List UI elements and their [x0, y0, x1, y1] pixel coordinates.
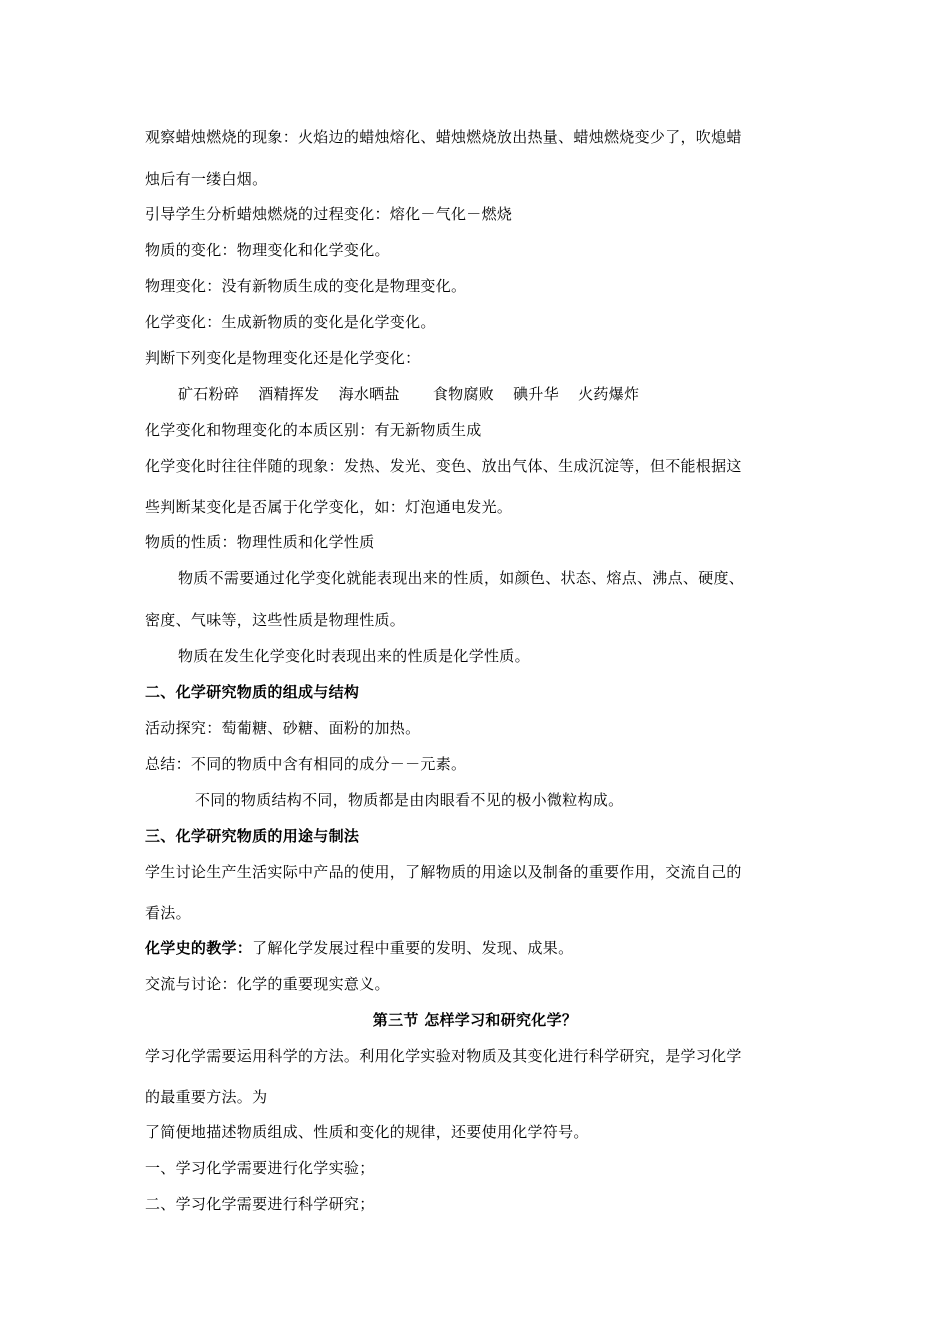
- example-item: 酒精挥发: [258, 385, 320, 403]
- paragraph-line: 烛后有一缕白烟。: [145, 170, 268, 188]
- paragraph-line: 化学变化时往往伴随的现象：发热、发光、变色、放出气体、生成沉淀等，但不能根据这: [145, 457, 742, 475]
- chapter-section-title: 第三节 怎样学习和研究化学？: [372, 1011, 578, 1029]
- paragraph-line: 物质在发生化学变化时表现出来的性质是化学性质。: [178, 647, 530, 665]
- list-item: 二、学习化学需要进行科学研究；: [145, 1195, 375, 1213]
- paragraph-line: [145, 938, 573, 958]
- paragraph-line: 化学变化：生成新物质的变化是化学变化。: [145, 313, 436, 331]
- paragraph-line: 不同的物质结构不同，物质都是由肉眼看不见的极小微粒构成。: [195, 791, 624, 809]
- paragraph-line: 学习化学需要运用科学的方法。利用化学实验对物质及其变化进行科学研究，是学习化学: [145, 1047, 742, 1065]
- section-heading: 二、化学研究物质的组成与结构: [145, 683, 360, 701]
- paragraph-line: 学生讨论生产生活实际中产品的使用，了解物质的用途以及制备的重要作用，交流自己的: [145, 863, 742, 881]
- paragraph-line: 交流与讨论：化学的重要现实意义。: [145, 975, 390, 993]
- example-item: 食物腐败: [432, 385, 495, 403]
- paragraph-line: 化学变化和物理变化的本质区别：有无新物质生成: [145, 421, 482, 439]
- paragraph-line: 看法。: [145, 904, 191, 922]
- paragraph-line: 总结：不同的物质中含有相同的成分－－元素。: [145, 755, 467, 773]
- example-item: 海水晒盐: [338, 385, 400, 403]
- paragraph-line: 观察蜡烛燃烧的现象：火焰边的蜡烛熔化、蜡烛燃烧放出热量、蜡烛燃烧变少了，吹熄蜡: [145, 128, 742, 146]
- section-heading: 三、化学研究物质的用途与制法: [145, 827, 360, 845]
- paragraph-line: 物理变化：没有新物质生成的变化是物理变化。: [145, 277, 467, 295]
- paragraph-line: 些判断某变化是否属于化学变化，如：灯泡通电发光。: [145, 498, 513, 516]
- line-text: 了解化学发展过程中重要的发明、发现、成果。: [252, 939, 574, 957]
- paragraph-line: 活动探究：萄葡糖、砂糖、面粉的加热。: [145, 719, 421, 737]
- paragraph-line: 了简便地描述物质组成、性质和变化的规律，还要使用化学符号。: [145, 1123, 589, 1141]
- example-item: 火药爆炸: [578, 385, 640, 403]
- paragraph-line: 引导学生分析蜡烛燃烧的过程变化：熔化－气化－燃烧: [145, 205, 513, 223]
- paragraph-line: 物质的变化：物理变化和化学变化。: [145, 241, 390, 259]
- example-item: 矿石粉碎: [178, 385, 240, 403]
- paragraph-line: 的最重要方法。为: [145, 1088, 268, 1106]
- list-item: 一、学习化学需要进行化学实验；: [145, 1159, 375, 1177]
- paragraph-line: 物质的性质：物理性质和化学性质: [145, 533, 375, 551]
- paragraph-line: 密度、气味等，这些性质是物理性质。: [145, 611, 406, 629]
- bold-lead-text: 化学史的教学：: [145, 939, 253, 957]
- example-item: 碘升华: [513, 385, 560, 403]
- example-list: [178, 384, 639, 404]
- paragraph-line: 物质不需要通过化学变化就能表现出来的性质，如颜色、状态、熔点、沸点、硬度、: [178, 569, 745, 587]
- paragraph-line: 判断下列变化是物理变化还是化学变化：: [145, 349, 421, 367]
